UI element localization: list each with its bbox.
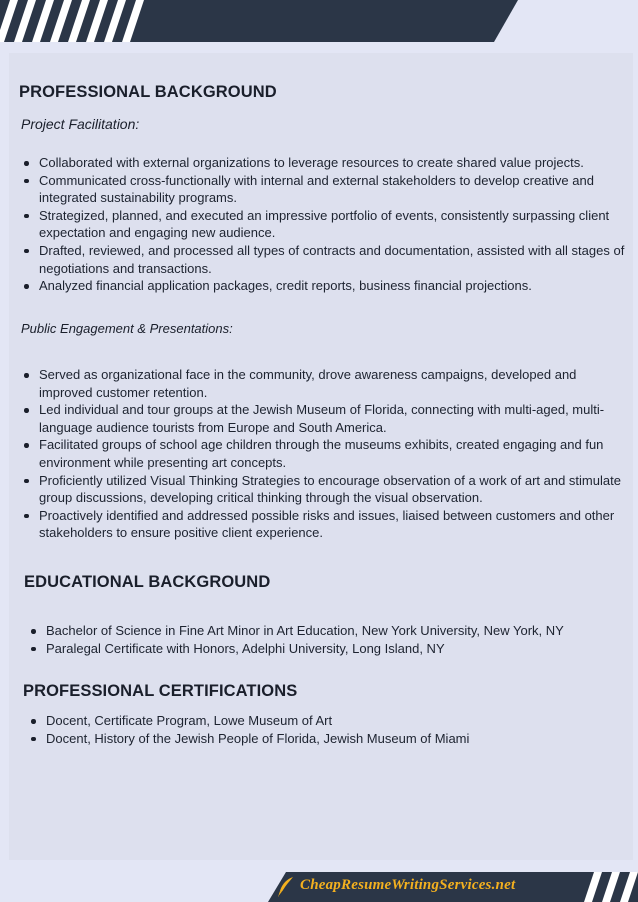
list-item: Communicated cross-functionally with internal and external stakeholders to develop creative and integrated sustainability programs. [21, 172, 633, 207]
list-item: Collaborated with external organizations to leverage resources to create shared value projects. [21, 154, 633, 172]
subheading-project-facilitation: Project Facilitation: [21, 116, 140, 132]
education-list [28, 622, 628, 657]
list-item: Drafted, reviewed, and processed all types of contracts and documentation, assisted with all stages of negotiations and transactions. [21, 242, 633, 277]
public-engagement-list [21, 366, 621, 542]
list-item: Proactively identified and addressed possible risks and issues, liaised between customers and other stakeholders to ensure positive client experience. [21, 507, 621, 542]
section-heading-educational-background: EDUCATIONAL BACKGROUND [24, 573, 271, 591]
section-heading-professional-certifications: PROFESSIONAL CERTIFICATIONS [23, 682, 298, 700]
top-decorative-band [0, 0, 638, 42]
project-facilitation-list [21, 154, 633, 295]
list-item: Strategized, planned, and executed an impressive portfolio of events, consistently surpassing client expectation and engaging new audience. [21, 207, 633, 242]
certifications-list [28, 712, 628, 747]
section-heading-professional-background: PROFESSIONAL BACKGROUND [19, 83, 277, 101]
list-item: Docent, History of the Jewish People of Florida, Jewish Museum of Miami [28, 730, 628, 748]
footer-brand-link[interactable]: CheapResumeWritingServices.net [300, 877, 516, 893]
list-item: Analyzed financial application packages, credit reports, business financial projections. [21, 277, 633, 295]
list-item: Paralegal Certificate with Honors, Adelphi University, Long Island, NY [28, 640, 628, 658]
subheading-public-engagement: Public Engagement & Presentations: [21, 321, 233, 336]
list-item: Led individual and tour groups at the Jewish Museum of Florida, connecting with multi-aged, multi-language audience tourists from Europe and South America. [21, 401, 621, 436]
list-item: Facilitated groups of school age children through the museums exhibits, created engaging and fun environment while presenting art concepts. [21, 436, 621, 471]
list-item: Bachelor of Science in Fine Art Minor in Art Education, New York University, New York, NY [28, 622, 628, 640]
list-item: Docent, Certificate Program, Lowe Museum of Art [28, 712, 628, 730]
list-item: Served as organizational face in the community, drove awareness campaigns, developed and improved customer retention. [21, 366, 621, 401]
list-item: Proficiently utilized Visual Thinking Strategies to encourage observation of a work of art and stimulate group discussions, developing critical thinking through the visual observation. [21, 472, 621, 507]
quill-pen-icon [276, 876, 296, 898]
